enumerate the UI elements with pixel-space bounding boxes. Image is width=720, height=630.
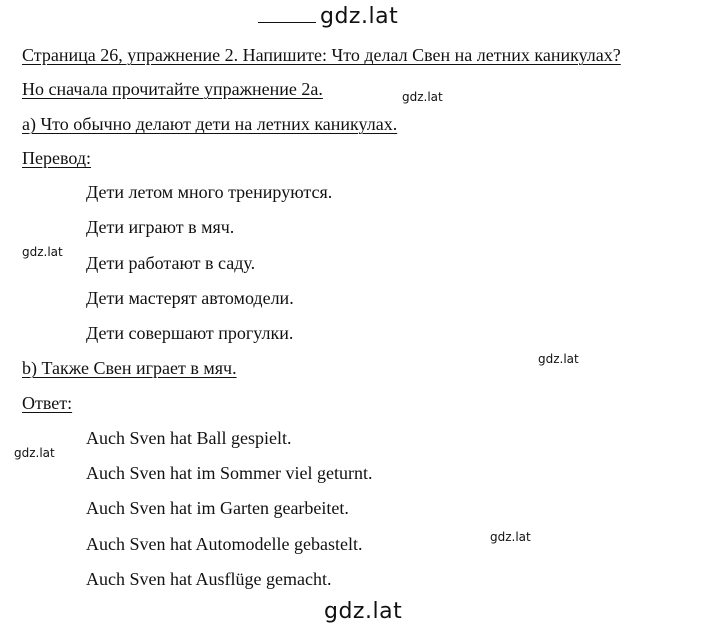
exercise-heading: Страница 26, упражнение 2. Напишите: Что делал Свен на летних каникулах? [22, 45, 621, 65]
answer-item: Auch Sven hat Automodelle gebastelt. [86, 534, 363, 554]
blank-line [258, 22, 316, 23]
answer-label: Ответ: [22, 393, 73, 413]
answer-item: Auch Sven hat Ball gespielt. [86, 428, 292, 448]
watermark-bottom: gdz.lat [324, 599, 403, 624]
translation-label: Перевод: [22, 148, 91, 168]
translation-item: Дети летом много тренируются. [86, 182, 333, 202]
translation-item: Дети мастерят автомодели. [86, 288, 294, 308]
answer-item: Auch Sven hat im Sommer viel geturnt. [86, 463, 373, 483]
translation-item: Дети совершают прогулки. [86, 323, 294, 343]
translation-item: Дети работают в саду. [86, 253, 256, 273]
watermark: gdz.lat [538, 352, 579, 366]
watermark: gdz.lat [14, 446, 55, 460]
watermark-top: gdz.lat [320, 4, 399, 29]
answer-item: Auch Sven hat Ausflüge gemacht. [86, 569, 332, 589]
exercise-instruction: Но сначала прочитайте упражнение 2а. [22, 79, 323, 99]
answer-item: Auch Sven hat im Garten gearbeitet. [86, 498, 349, 518]
watermark: gdz.lat [22, 245, 63, 259]
section-a-title: а) Что обычно делают дети на летних каникулах. [22, 114, 398, 134]
section-b-title: b) Также Свен играет в мяч. [22, 358, 237, 378]
watermark: gdz.lat [402, 90, 443, 104]
translation-item: Дети играют в мяч. [86, 217, 235, 237]
watermark: gdz.lat [490, 530, 531, 544]
